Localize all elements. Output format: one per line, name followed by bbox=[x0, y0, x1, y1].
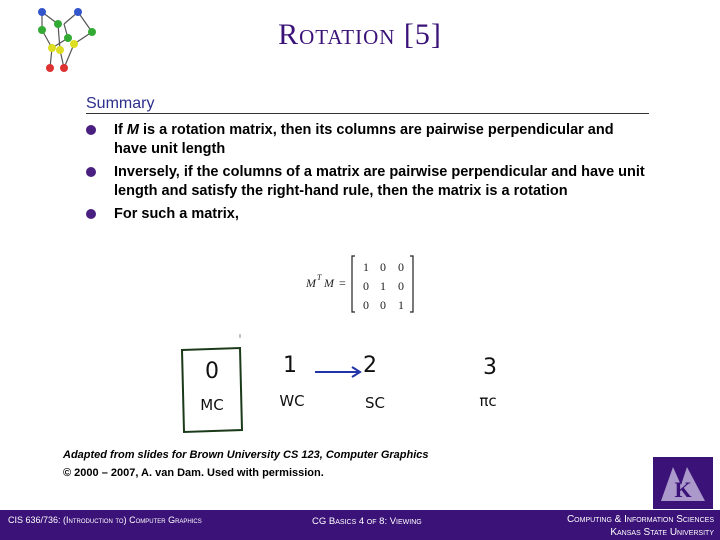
bullet-item: Inversely, if the columns of a matrix are pairwise perpendicular and have unit length and satisfy the right-hand rule, then the matrix is a rotation bbox=[86, 163, 646, 201]
right-bracket bbox=[410, 256, 413, 312]
eq-lhs-sup: T bbox=[317, 273, 322, 282]
identity-matrix-equation bbox=[300, 250, 420, 316]
bullet-list bbox=[86, 121, 646, 228]
sketch-label: SC bbox=[365, 394, 385, 412]
sketch-number: 2 bbox=[363, 353, 377, 378]
bullet-item: For such a matrix, bbox=[86, 205, 646, 224]
sketch-label: MC bbox=[200, 396, 224, 414]
bullet-dot-icon bbox=[86, 125, 96, 135]
k-state-logo bbox=[653, 457, 713, 509]
left-bracket bbox=[352, 256, 355, 312]
sketch-number: 3 bbox=[483, 355, 497, 380]
footer-lecture: CG Basics 4 of 8: Viewing bbox=[312, 516, 422, 527]
matrix-cell: 1 bbox=[398, 298, 404, 312]
matrix-cell: 0 bbox=[380, 298, 386, 312]
bullet-dot-icon bbox=[86, 209, 96, 219]
credit-line2: © 2000 – 2007, A. van Dam. Used with permission. bbox=[63, 467, 324, 479]
wildcat-icon bbox=[653, 457, 713, 509]
matrix-cell: 1 bbox=[380, 279, 386, 293]
svg-text:K: K bbox=[674, 477, 692, 502]
eq-lhs2: M bbox=[324, 276, 334, 290]
matrix-cell: 0 bbox=[380, 260, 386, 274]
sketch-number: 1 bbox=[283, 353, 297, 378]
footer-course: CIS 636/736: (Introduction to) Computer Graphics bbox=[8, 515, 202, 525]
sketch-label: πc bbox=[479, 392, 497, 410]
sketch-number: 0 bbox=[205, 359, 219, 384]
matrix-cell: 0 bbox=[398, 279, 404, 293]
footer-university: Kansas State University bbox=[610, 527, 714, 538]
matrix-cell: 0 bbox=[398, 260, 404, 274]
bullet-item: If M is a rotation matrix, then its columns are pairwise perpendicular and have unit length bbox=[86, 121, 646, 159]
matrix-cell: 0 bbox=[363, 298, 369, 312]
handwritten-sketch bbox=[170, 330, 530, 440]
footer-dept: Computing & Information Sciences bbox=[566, 514, 714, 525]
eq-equals: = bbox=[339, 276, 346, 290]
slide-title: Rotation [5] bbox=[278, 18, 442, 51]
credit-line1: Adapted from slides for Brown University CS 123, Computer Graphics bbox=[63, 449, 429, 461]
credit bbox=[63, 446, 429, 482]
section-heading: Summary bbox=[86, 95, 155, 112]
matrix-cell: 0 bbox=[363, 279, 369, 293]
matrix-cell: 1 bbox=[363, 260, 369, 274]
section-rule bbox=[86, 113, 649, 114]
bullet-dot-icon bbox=[86, 167, 96, 177]
sketch-label: WC bbox=[279, 392, 305, 410]
footer-institution bbox=[500, 513, 714, 539]
eq-lhs: M bbox=[306, 276, 316, 290]
